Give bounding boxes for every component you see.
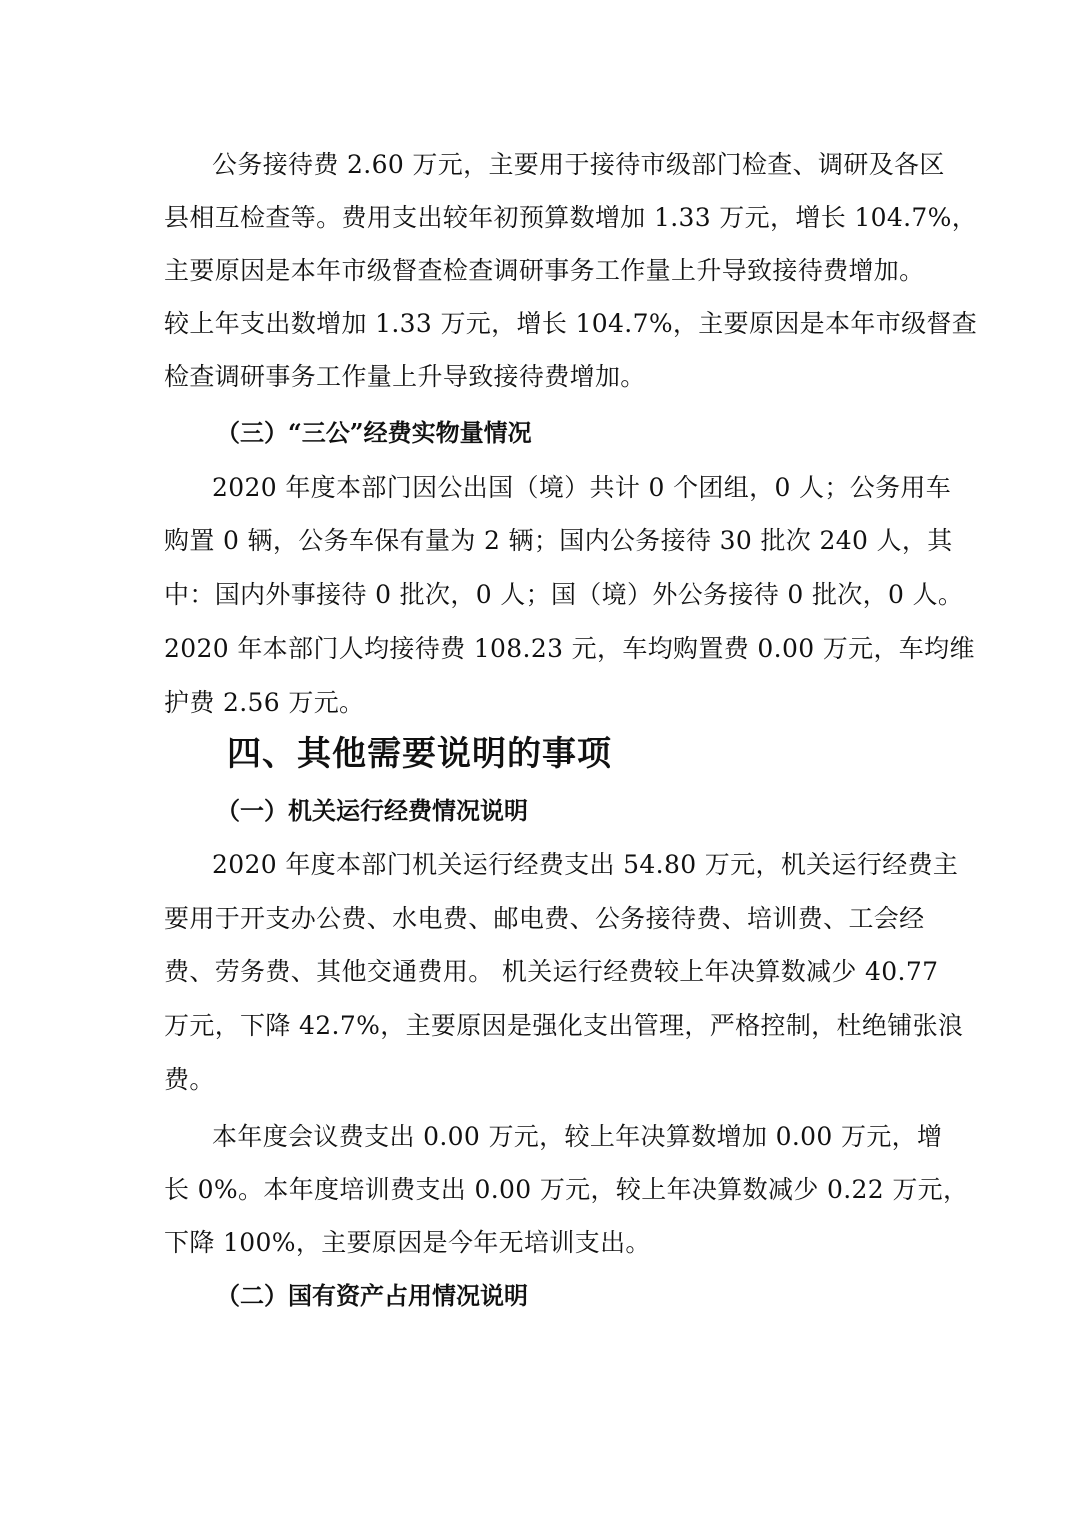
- paragraph-line: 公务接待费 2.60 万元，主要用于接待市级部门检查、调研及各区: [212, 150, 945, 179]
- paragraph-line: 下降 100%，主要原因是今年无培训支出。: [164, 1228, 651, 1257]
- paragraph-line: 检查调研事务工作量上升导致接待费增加。: [164, 362, 646, 391]
- subsection-heading: （三）“三公”经费实物量情况: [216, 418, 532, 447]
- paragraph-line: 2020 年度本部门因公出国（境）共计 0 个团组，0 人；公务用车: [212, 473, 952, 502]
- paragraph-line: 费。: [164, 1065, 215, 1094]
- subsection-heading: （一）机关运行经费情况说明: [216, 796, 528, 825]
- paragraph-line: 本年度会议费支出 0.00 万元，较上年决算数增加 0.00 万元，增: [212, 1122, 943, 1151]
- paragraph-line: 费、劳务费、其他交通费用。 机关运行经费较上年决算数减少 40.77: [164, 957, 939, 986]
- subsection-heading: （二）国有资产占用情况说明: [216, 1281, 528, 1310]
- section-heading: 四、其他需要说明的事项: [227, 734, 612, 774]
- paragraph-line: 万元，下降 42.7%，主要原因是强化支出管理，严格控制，杜绝铺张浪: [164, 1011, 964, 1040]
- paragraph-line: 县相互检查等。费用支出较年初预算数增加 1.33 万元，增长 104.7%，: [164, 203, 978, 232]
- paragraph-line: 护费 2.56 万元。: [164, 688, 365, 717]
- paragraph-line: 长 0%。本年度培训费支出 0.00 万元，较上年决算数减少 0.22 万元，: [164, 1175, 969, 1204]
- paragraph-line: 要用于开支办公费、水电费、邮电费、公务接待费、培训费、工会经: [164, 904, 925, 933]
- paragraph-line: 主要原因是本年市级督查检查调研事务工作量上升导致接待费增加。: [164, 256, 925, 285]
- paragraph-line: 中：国内外事接待 0 批次，0 人；国（境）外公务接待 0 批次，0 人。: [164, 580, 964, 609]
- paragraph-line: 2020 年本部门人均接待费 108.23 元，车均购置费 0.00 万元，车均维: [164, 634, 975, 663]
- paragraph-line: 购置 0 辆，公务车保有量为 2 辆；国内公务接待 30 批次 240 人，其: [164, 526, 953, 555]
- paragraph-line: 较上年支出数增加 1.33 万元，增长 104.7%，主要原因是本年市级督查: [164, 309, 978, 338]
- paragraph-line: 2020 年度本部门机关运行经费支出 54.80 万元，机关运行经费主: [212, 850, 959, 879]
